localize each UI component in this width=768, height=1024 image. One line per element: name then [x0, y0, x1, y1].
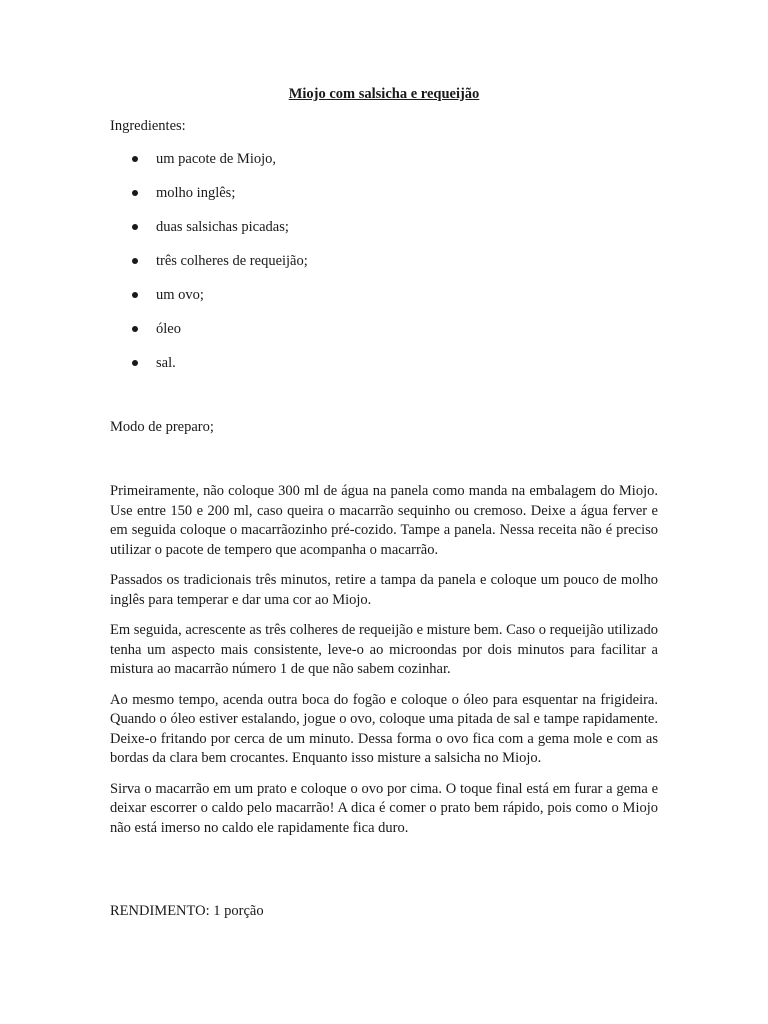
- method-paragraph: Em seguida, acrescente as três colheres de requeijão e misture bem. Caso o requeijão utilizado tenha um aspecto mais consistente, leve-o ao microondas por dois minutos para facilitar a mistura ao macarrão número 1 de que não sabem cozinhar.: [110, 622, 658, 677]
- ingredients-heading: Ingredientes:: [110, 118, 186, 134]
- ingredient-text: duas salsichas picadas;: [156, 219, 289, 235]
- bullet-icon: [132, 292, 138, 298]
- list-item: [110, 252, 308, 286]
- ingredient-text: um ovo;: [156, 287, 204, 303]
- method-paragraph: Primeiramente, não coloque 300 ml de água na panela como manda na embalagem do Miojo. Use entre 150 e 200 ml, caso queira o macarrão sequinho ou cremoso. Deixe a água ferver e em seguida coloque o macarrãozinho pré-cozido. Tampe a panela. Nessa receita não é preciso utilizar o pacote de tempero que acompanha o macarrão.: [110, 483, 658, 558]
- list-item: [110, 320, 308, 354]
- bullet-icon: [132, 224, 138, 230]
- list-item: [110, 218, 308, 252]
- bullet-icon: [132, 360, 138, 366]
- list-item: [110, 286, 308, 320]
- yield-line: RENDIMENTO: 1 porção: [110, 903, 264, 919]
- bullet-icon: [132, 258, 138, 264]
- bullet-icon: [132, 190, 138, 196]
- method-paragraph: Sirva o macarrão em um prato e coloque o ovo por cima. O toque final está em furar a gema e deixar escorrer o caldo pelo macarrão! A dica é comer o prato bem rápido, pois como o Miojo não está imerso no caldo ele rapidamente fica duro.: [110, 780, 658, 836]
- list-item: [110, 184, 308, 218]
- ingredients-list: [110, 150, 308, 388]
- method-paragraph: Passados os tradicionais três minutos, retire a tampa da panela e coloque um pouco de molho inglês para temperar e dar uma cor ao Miojo.: [110, 572, 658, 608]
- bullet-icon: [132, 326, 138, 332]
- ingredient-text: três colheres de requeijão;: [156, 253, 308, 269]
- ingredient-text: um pacote de Miojo,: [156, 151, 277, 167]
- list-item: [110, 150, 308, 184]
- ingredient-text: óleo: [156, 321, 181, 337]
- document-title: Miojo com salsicha e requeijão: [288, 86, 480, 102]
- ingredient-text: molho inglês;: [156, 185, 236, 201]
- method-heading: Modo de preparo;: [110, 419, 214, 435]
- method-paragraph: Ao mesmo tempo, acenda outra boca do fogão e coloque o óleo para esquentar na frigideira. Quando o óleo estiver estalando, jogue o ovo, coloque uma pitada de sal e tampe rapidamente. Deixe-o fritando por cerca de um minuto. Dessa forma o ovo fica com a gema mole e com as bordas da clara bem crocantes. Enquanto isso misture a salsicha no Miojo.: [110, 691, 658, 766]
- method-body: [110, 482, 658, 849]
- bullet-icon: [132, 156, 138, 162]
- ingredient-text: sal.: [156, 355, 176, 371]
- list-item: [110, 354, 308, 388]
